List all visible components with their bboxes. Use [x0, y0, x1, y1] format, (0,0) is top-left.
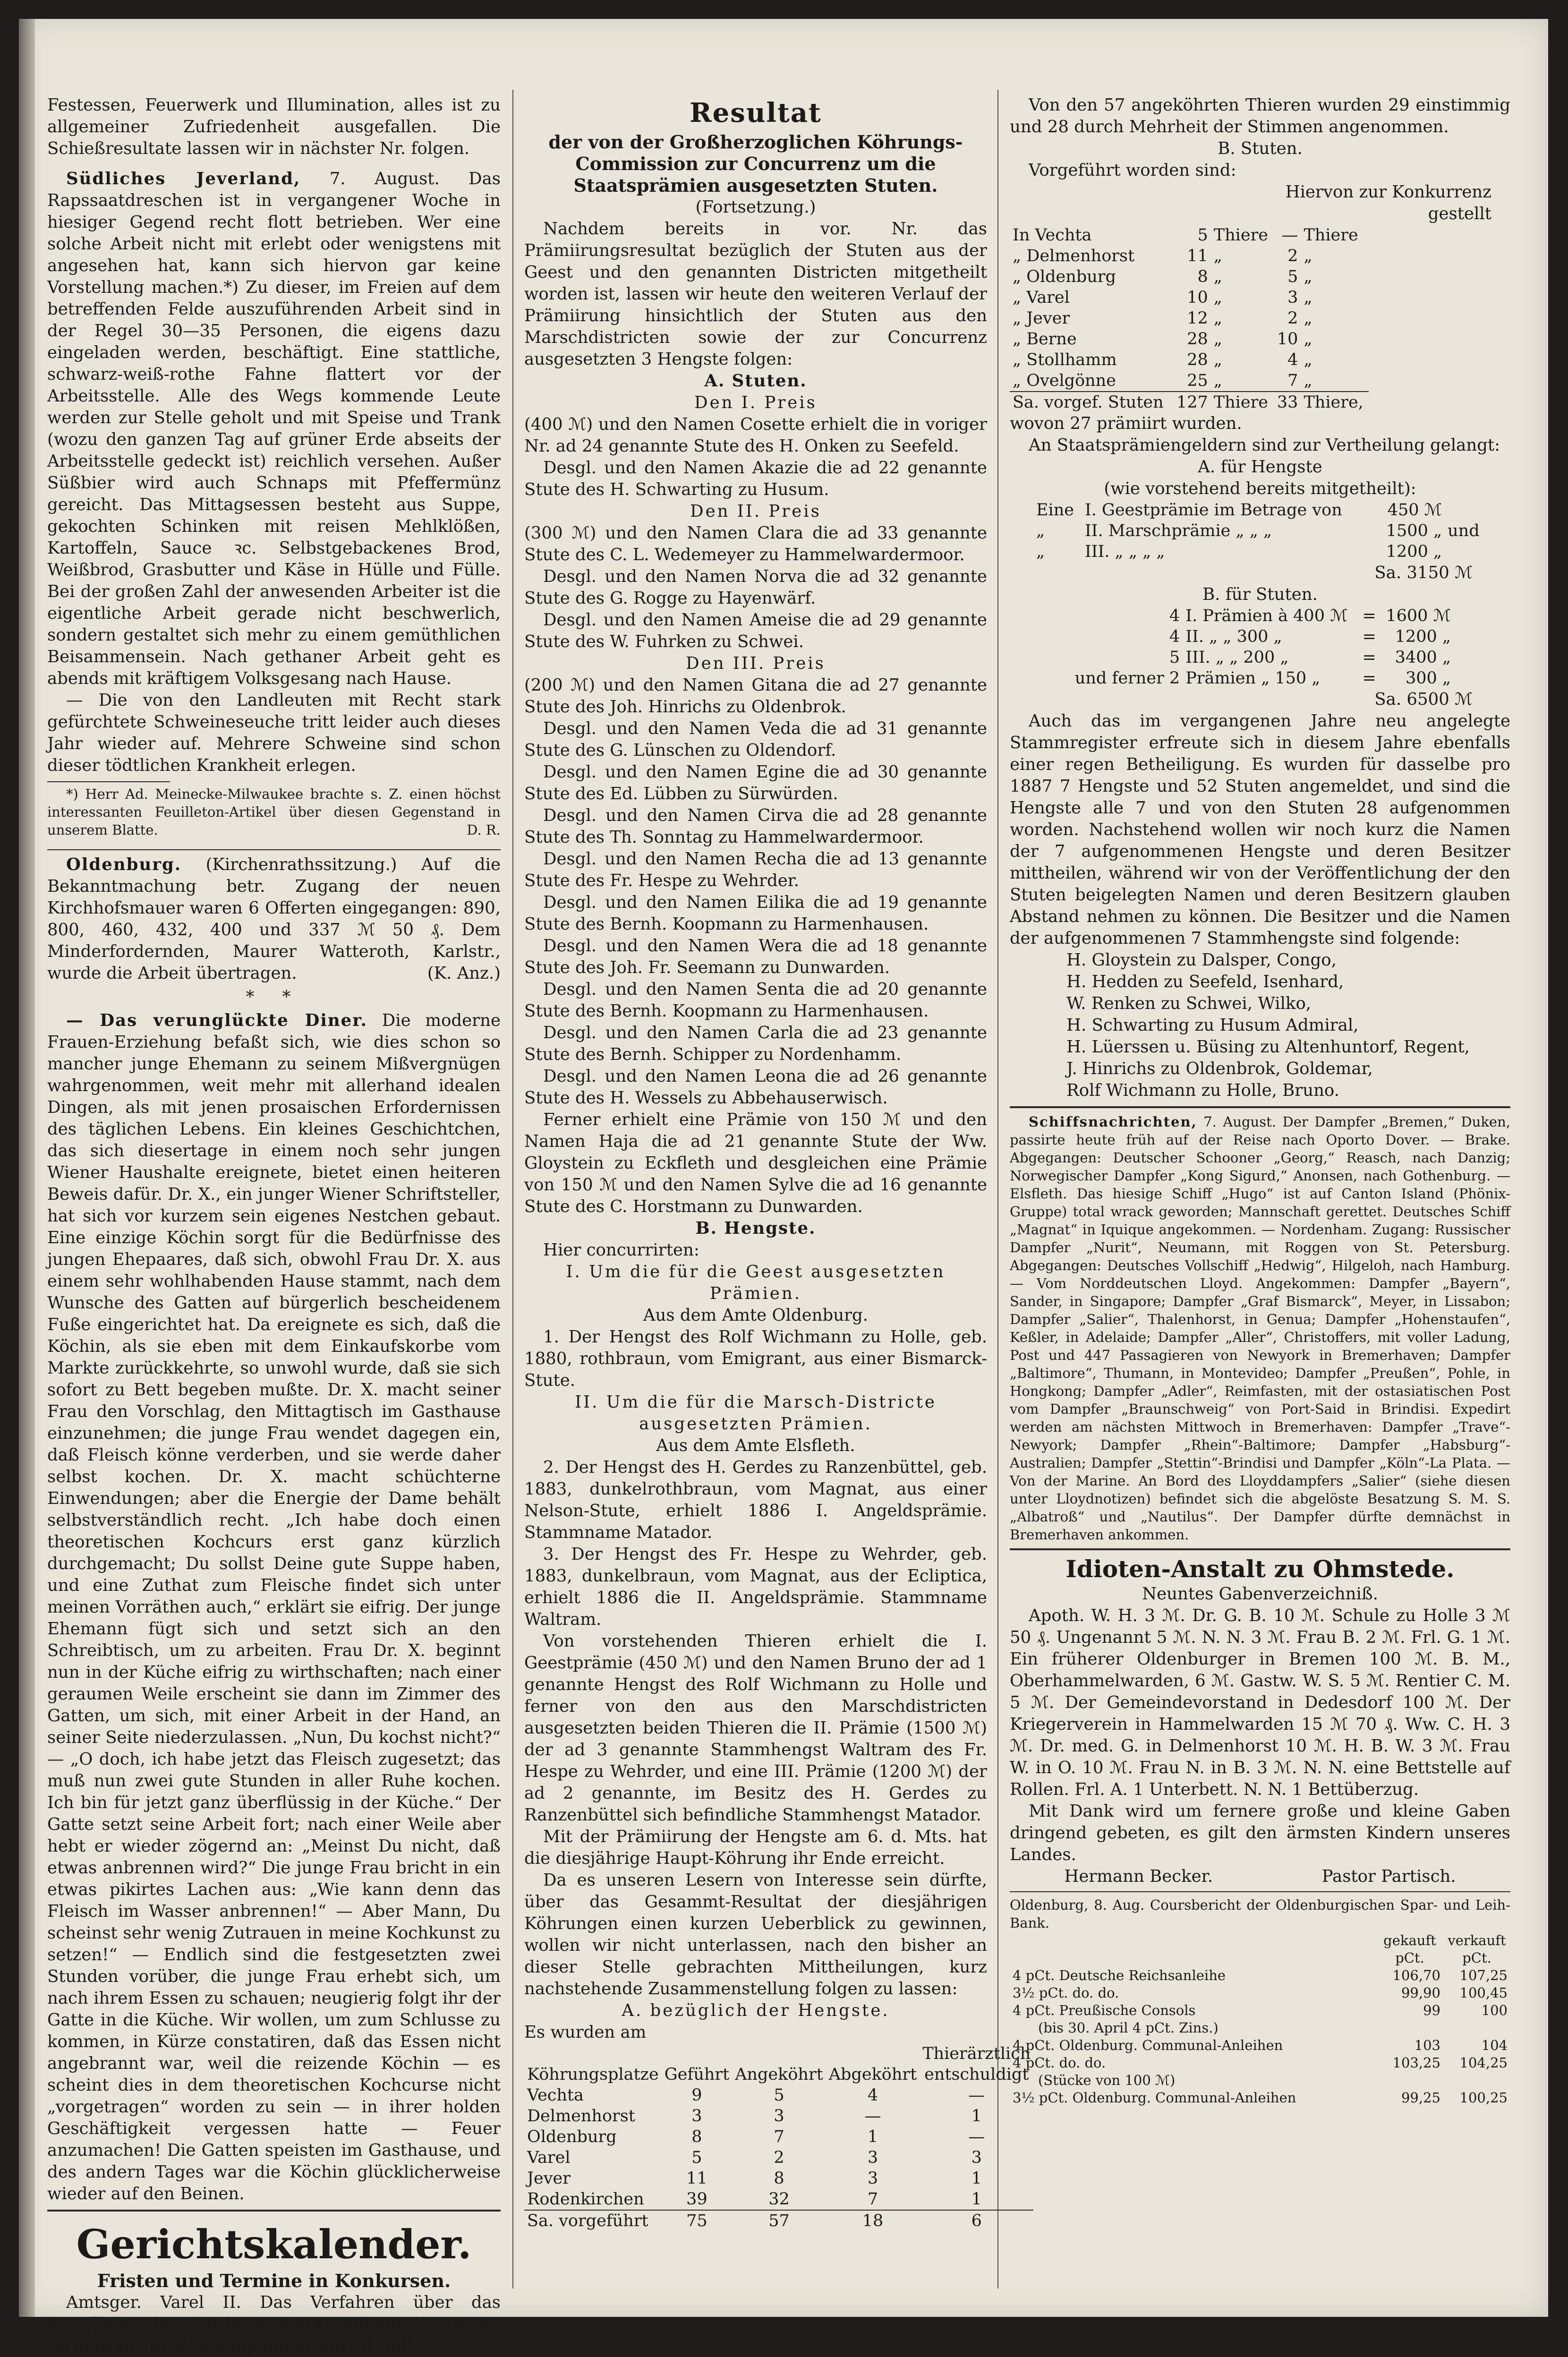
table-cell: „ Jever: [1013, 309, 1070, 328]
table-cell: „: [1213, 309, 1222, 328]
table-row: [524, 2126, 1033, 2147]
further-prizes: Ferner erhielt eine Prämie von 150 ℳ und den Namen Haja die ad 21 genannte Stute der Ww. Gloystein zu Eckfleth und desgleichen eine Prämie von 150 ℳ und den Namen Sylve die ad 16 genannte Stute des C. Horstmann zu Dunwarden.: [524, 1110, 987, 1216]
table-row: [524, 2189, 1033, 2210]
table-cell: III. „ „ 200 „: [1185, 648, 1289, 667]
article-heading: — Das verunglückte Diner.: [66, 1011, 368, 1030]
table-cell: 57: [768, 2212, 790, 2230]
table-cell: [1443, 2019, 1510, 2037]
divider: [47, 849, 501, 850]
table-row: [1010, 329, 1369, 350]
mares-table: [1010, 225, 1369, 413]
table-cell: 4: [1287, 350, 1298, 369]
ship-news-heading: Schiffsnachrichten,: [1029, 1114, 1197, 1130]
table-cell: 5: [1287, 267, 1298, 286]
table-cell: Prämien „ 150 „: [1185, 669, 1321, 688]
votes-text: Von den 57 angeköhrten Thieren wurden 29 einstimmig und 28 durch Mehrheit der Stimmen angenommen.: [1010, 95, 1510, 137]
table-cell: —: [1281, 226, 1298, 245]
court-calendar-subtitle: Fristen und Termine in Konkursen.: [97, 2270, 451, 2291]
prize-1-heading: Den I. Preis: [694, 393, 817, 412]
table-cell: Thiere: [1304, 226, 1358, 245]
table-cell: —: [864, 2107, 881, 2126]
table-cell: „ Oldenburg: [1013, 267, 1116, 286]
table-cell: 7: [1287, 371, 1298, 390]
table-cell: Thiere,: [1304, 393, 1363, 412]
stallion-item: 1. Der Hengst des Rolf Wichmann zu Holle, geb. 1880, rothbraun, vom Emigrant, aus einer Bismarck-Stute.: [524, 1327, 987, 1390]
table-row: [524, 2085, 1033, 2106]
table-cell: 3: [774, 2107, 784, 2126]
summary-table-intro: Es wurden am: [524, 2023, 647, 2042]
exchange-table: [1010, 1932, 1510, 2107]
table-cell: I. Geestprämie im Betrage von: [1084, 501, 1342, 520]
table-cell: 33: [1277, 393, 1298, 412]
footnote-text: *) Herr Ad. Meinecke-Milwaukee brachte s. Z. einen höchst interessanten Feuilleton-Artikel über diesen Gegenstand in unserem Blatte.: [47, 786, 501, 838]
table-row: [1010, 2054, 1510, 2072]
table-cell: 12: [1187, 309, 1208, 328]
prize-3-item: Desgl. und den Namen Egine die ad 30 genannte Stute des Ed. Lübben zu Sürwürden.: [524, 762, 987, 803]
signature: Pastor Partisch.: [1321, 1867, 1456, 1886]
exchange-title: Oldenburg, 8. Aug. Coursbericht der Oldenburgischen Spar- und Leih-Bank.: [1010, 1897, 1510, 1931]
footnote-signature: D. R.: [467, 822, 501, 838]
table-cell: 100: [1481, 2002, 1508, 2018]
table-cell: 39: [686, 2190, 707, 2209]
table-cell: [1445, 500, 1487, 521]
table-cell: „: [1304, 247, 1312, 265]
list-item: W. Renken zu Schwei, Wilko,: [1066, 994, 1312, 1013]
table-cell: 8: [691, 2127, 702, 2146]
signatures: [1010, 1866, 1510, 1887]
table-cell: Oldenburg: [527, 2127, 617, 2146]
article-body: Die moderne Frauen-Erziehung befaßt sich, wie dies schon so mancher junge Ehemann zu seinem Mißvergnügen wahrgenommen, weit mehr mit allerhand idealen Dingen, als mit jenen prosaischen Erfordernissen des täglichen Lebens. Ein kleines Geschichtchen, das sich diesertage in einem noch sehr jungen Wiener Haushalte ereignete, bietet einen heiteren Beweis dafür. Dr. X., ein junger Wiener Schriftsteller, hat sich vor kurzem sein eigenes Nestchen gebaut. Eine einzige Köchin sorgt für die Bedürfnisse des jungen Ehepaares, daß sich, obwohl Frau Dr. X. aus einem sehr wohlhabenden Hause stammt, nach dem Wunsche des Gatten auf bürgerlich bescheidenem Fuße eingerichtet hat. Da ereignete es sich, daß die Köchin, als sie eben mit dem Einkaufskorbe vom Markte zurückkehrte, so unwohl wurde, daß sie sich sofort zu Bett begeben mußte. Dr. X. macht seiner Frau den Vorschlag, den Mittagtisch im Gasthause einzunehmen; die junge Frau wendet dagegen ein, daß Fleisch könne verderben, und sie werde daher selbst kochen. Dr. X. macht schüchterne Einwendungen; aber die Energie der Dame behält selbstverständlich recht. „Ich habe doch einen theoretischen Kochcurs erst ganz kürzlich durchgemacht; Du sollst Deine gute Suppe haben, und eine Zuthat zum Fleische findet sich unter meinen Vorräthen auch,“ erklärt sie eifrig. Der junge Ehemann fügt sich und setzt sich an den Schreibtisch, um zu arbeiten. Frau Dr. X. beginnt nun in der Küche eifrig zu wirthschaften; nach einer geraumen Weile erscheint sie dann im Zimmer des Gatten, um sich, mit einer Arbeit in der Hand, an seiner Seite niederzulassen. „Nun, Du kochst nicht?“ — „O doch, ich habe jetzt das Fleisch zugesetzt; das muß nun zwei gute Stunden in aller Ruhe kochen. Ich bin für jetzt ganz überflüssig in der Küche.“ Der Gatte setzt seine Arbeit fort; nach einer Weile aber hebt er wieder zögernd an: „Meinst Du nicht, daß etwas anbrennen wird?“ Die junge Frau bricht in ein etwas pikirtes Lachen aus: „Wie kann denn das Fleisch im Wasser anbrennen!“ — Aber Mann, Du scheinst sehr wenig Zutrauen in meine Kochkunst zu setzen!“ — Endlich sind die festgesetzten zwei Stunden vorüber, die junge Frau erhebt sich, um nach ihrem Essen zu schauen; neugierig folgt ihr der Gatte in die Küche. Wir wollen, um zum Schlusse zu kommen, in Kürze constatiren, daß das Essen nicht angebrannt war, weil die reizende Köchin — es scheint dies in dem theoretischen Kochcurse nicht „vorgetragen“ worden zu sein — in ihrer holden Geschäftigkeit vergessen hatte — Feuer anzumachen! Die Gatten speisten im Gasthause, und des andern Tages war die Köchin glücklicherweise wieder auf den Beinen.: [47, 1011, 501, 2203]
marsh-heading: II. Um die für die Marsch-Districte ausgesetzten Prämien.: [575, 1392, 937, 1434]
table-cell: 3½ pCt. Oldenburg. Communal-Anleihen: [1013, 2090, 1296, 2106]
district-oldenburg: Aus dem Amte Oldenburg.: [643, 1306, 869, 1325]
column-1: [47, 94, 501, 2356]
koehrung-end: Mit der Prämiirung der Hengste am 6. d. Mts. hat die diesjährige Haupt-Köhrung ihr Ende erreicht.: [524, 1827, 987, 1868]
table-cell: 104,25: [1459, 2055, 1508, 2071]
table-cell: „: [1213, 371, 1222, 390]
ship-news-body: 7. August. Der Dampfer „Bremen,“ Duken, passirte heute früh auf der Reise nach Oporto Dover. — Brake. Abgegangen: Deutscher Schooner „Georg,“ Reasch, nach Danzig; Norwegischer Dampfer „Kong Sigurd,“ Anonsen, nach Gothenburg. — Elsfleth. Das hiesige Schiff „Hugo“ ist auf Canton Island (Phönix-Gruppe) total wrack geworden; Mannschaft gerettet. Deutsches Schiff „Magnat“ in Iquique angekommen. — Nordenham. Zugang: Russischer Dampfer „Nurit“, Neumann, mit Roggen von St. Petersburg. Abgegangen: Deutsches Vollschiff „Hedwig“, Hilgeloh, nach Hamburg. — Vom Norddeutschen Lloyd. Angekommen: Dampfer „Bayern“, Sander, in Singapore; Dampfer „Graf Bismarck“, Meyer, in Lissabon; Dampfer „Salier“, Thalenhorst, in Genua; Dampfer „Hohenstaufen“, Keßler, in Adelaide; Dampfer „Aller“, Christoffers, mit voller Ladung, Post und 447 Passagieren von Newyork in Bremerhaven; Dampfer „Baltimore“, Thumann, in Montevideo; Dampfer „Preußen“, Pohle, in Hongkong; Dampfer „Adler“, Reimfasten, mit der ostasiatischen Post vom Dampfer „Braunschweig“ von Port-Said in Brindisi. Expedirt werden am nächsten Mittwoch in Bremerhaven: Dampfer „Trave“-Newyork; Dampfer „Rhein“-Baltimore; Dampfer „Habsburg“-Australien; Dampfer „Stettin“-Brindisi und Dampfer „Köln“-La Plata. — Von der Marine. An Bord des Lloyddampfers „Salier“ (siehe diesen unter Lloydnotizen) befindet sich die abgelöste Besatzung S. M. S. „Albatroß“ und „Nautilus“. Der Dampfer dürfte demnächst in Bremerhaven ankommen.: [1010, 1114, 1510, 1543]
table-cell: 4 pCt. Preußische Consols: [1013, 2002, 1196, 2018]
table-row: [1066, 606, 1454, 626]
article-date: 7. August.: [329, 169, 440, 188]
table-cell: 25: [1187, 371, 1208, 390]
table-cell: 1: [971, 2169, 982, 2188]
table-cell: 106,70: [1392, 1967, 1440, 1983]
table-cell: 1: [971, 2107, 982, 2126]
table-cell: 4 pCt. Deutsche Reichsanleihe: [1013, 1967, 1226, 1983]
table-row: [1010, 370, 1369, 392]
table-cell: [1010, 1932, 1376, 1949]
table-cell: II. Marschprämie „ „ „: [1084, 521, 1272, 540]
court-calendar-text: Amtsger. Varel II. Das Verfahren über das Vermögen des Sattlermeisters Wilhelm Hermann Jürgens in Varel ist aufgehoben am 26. Juli.: [47, 2293, 501, 2356]
prize-2-item: (300 ℳ) und den Namen Clara die ad 33 genannte Stute des C. L. Wedemeyer zu Hammelwardermoor.: [524, 523, 987, 564]
summary-intro: Da es unseren Lesern von Interesse sein dürfte, über das Gesammt-Resultat der diesjährigen Köhrungen einen kurzen Ueberblick zu gewinnen, wollen wir nicht unterlassen, nach den bisher an dieser Stelle gebrachten Mittheilungen, kurz nachstehende Zusammenstellung folgen zu lassen:: [524, 1870, 987, 1998]
list-item: H. Hedden zu Seefeld, Isenhard,: [1066, 972, 1344, 991]
table-cell: 10: [1277, 330, 1298, 349]
table-cell: 1600 ℳ: [1386, 606, 1451, 625]
prize-money-intro: An Staatsprämiengeldern sind zur Vertheilung gelangt:: [1029, 436, 1500, 455]
donation-thanks: Mit Dank wird um fernere große und kleine Gaben dringend gebeten, es gilt den ärmsten Kindern unseres Landes.: [1010, 1802, 1510, 1864]
article-oldenburg: [47, 854, 501, 984]
table-cell: 10: [1187, 288, 1208, 307]
ship-news: [1010, 1113, 1510, 1544]
table-cell: 5: [774, 2086, 784, 2105]
mare-prizes-heading: B. für Stuten.: [1202, 585, 1318, 604]
footnote-rule: [47, 781, 170, 782]
table-row: [524, 2147, 1033, 2168]
table-cell: „: [1304, 267, 1312, 286]
result-subtitle: der von der Großherzoglichen Köhrungs-Commission zur Concurrenz um die Staatsprämien ausgesetzten Stuten.: [548, 131, 963, 196]
table-cell: [1445, 541, 1487, 562]
table-cell: „: [1213, 247, 1222, 265]
table-row: [1010, 2072, 1510, 2089]
table-cell: =: [1362, 627, 1376, 646]
table-cell: Sa. vorgeführt: [527, 2212, 648, 2230]
section-mares: B. Stuten.: [1218, 139, 1303, 158]
table-header-row: [524, 2043, 1033, 2085]
table-cell: „ Stollhamm: [1013, 350, 1117, 369]
table-row: [1010, 2089, 1510, 2107]
table-cell: III. „ „ „ „: [1084, 542, 1165, 561]
institution-title: Idioten-Anstalt zu Ohmstede.: [1065, 1555, 1455, 1583]
continuation: (Fortsetzung.): [695, 197, 816, 217]
table-row: [1066, 647, 1454, 668]
mare-prize-sum: Sa. 6500 ℳ: [1374, 690, 1473, 709]
table-cell: 103,25: [1392, 2055, 1440, 2071]
table-cell: —: [968, 2127, 985, 2146]
table-row: [1010, 2037, 1510, 2054]
table-cell: 18: [862, 2212, 884, 2230]
table-cell: 7: [774, 2127, 784, 2146]
table-cell: 100,45: [1459, 1985, 1508, 2001]
table-cell: „: [1304, 330, 1312, 349]
table-cell: 11: [686, 2169, 707, 2188]
district-elsfleth: Aus dem Amte Elsfleth.: [656, 1436, 855, 1455]
table-cell: 100,25: [1459, 2090, 1508, 2106]
table-cell: 1: [971, 2190, 982, 2209]
table-cell: „ Berne: [1013, 330, 1077, 349]
stallion-prize-sum: Sa. 3150 ℳ: [1374, 563, 1473, 582]
table-cell: 300 „: [1405, 669, 1451, 688]
table-cell: =: [1362, 648, 1376, 667]
page-binding: [19, 19, 35, 2317]
table-cell: 1200 „: [1386, 542, 1442, 561]
table-cell: 4: [867, 2086, 878, 2105]
column-rule-1: [512, 90, 513, 2289]
table-cell: Rodenkirchen: [527, 2190, 644, 2209]
table-cell: 5: [1197, 226, 1208, 245]
table-row: [1010, 266, 1369, 287]
table-row: [1010, 308, 1369, 329]
table-cell: 1500 „: [1386, 521, 1442, 540]
table-row: [1010, 287, 1369, 308]
section-rule: [1010, 1106, 1510, 1108]
table-cell: [1010, 1949, 1376, 1967]
table-cell: 28: [1187, 350, 1208, 369]
result-intro: Nachdem bereits in vor. Nr. das Prämiirungsresultat bezüglich der Stuten aus der Geest und den genannten Districten mitgetheilt worden ist, lassen wir heute den weiteren Verlauf der Prämiirung hinsichtlich der Stuten aus den Marschdistricten sowie der zur Concurrenz ausgesetzten 3 Hengste folgen:: [524, 219, 987, 369]
table-header: Abgeköhrt: [828, 2065, 917, 2084]
table-cell: „: [1213, 288, 1222, 307]
table-cell: 11: [1187, 247, 1208, 265]
table-cell: 2: [1287, 309, 1298, 328]
table-cell: Sa. vorgef. Stuten: [1013, 393, 1164, 412]
table-cell: 3: [691, 2107, 702, 2126]
table-cell: Jever: [527, 2169, 571, 2188]
prize-3-item: Desgl. und den Namen Leona die ad 26 genannte Stute des H. Wessels zu Abbehauserwisch.: [524, 1067, 987, 1108]
table-row: [1010, 1967, 1510, 1984]
table-cell: 4 pCt. Oldenburg. Communal-Anleihen: [1013, 2037, 1283, 2053]
table-cell: =: [1362, 669, 1376, 688]
table-cell: 3½ pCt. do. do.: [1013, 1985, 1119, 2001]
table-row: [1010, 2019, 1510, 2037]
table-row: [1033, 521, 1487, 541]
summary-heading: A. bezüglich der Hengste.: [622, 2001, 890, 2020]
table-header: Thierärztlich entschuldigt: [922, 2044, 1031, 2084]
table-cell: 3: [867, 2169, 878, 2188]
table-row: [1033, 541, 1487, 562]
table-row: [1010, 225, 1369, 246]
table-cell: „ Ovelgönne: [1013, 371, 1116, 390]
stallion-prize-table: [1033, 500, 1487, 562]
table-header: Angeköhrt: [735, 2065, 823, 2084]
table-cell: 1200 „: [1395, 627, 1451, 646]
table-cell: 75: [686, 2212, 707, 2230]
table-row: [524, 2106, 1033, 2126]
table-header-row: [1010, 1949, 1510, 1967]
article-body-2: — Die von den Landleuten mit Recht stark gefürchtete Schweineseuche tritt leider auch dieses Jahr wieder auf. Mehrere Schweine sind schon dieser tödtlichen Krankheit erlegen.: [47, 691, 501, 775]
stallion-summary-table: [524, 2043, 1033, 2231]
section-mares: A. Stuten.: [704, 371, 807, 391]
table-cell: Thiere: [1213, 393, 1269, 412]
list-item: J. Hinrichs zu Oldenbrok, Goldemar,: [1066, 1059, 1373, 1078]
column-2: [524, 94, 1031, 2289]
prize-3-item: Desgl. und den Namen Recha die ad 13 genannte Stute des Fr. Hespe zu Wehrder.: [524, 849, 987, 890]
table-cell: „ Delmenhorst: [1013, 247, 1135, 265]
prize-2-item: Desgl. und den Namen Ameise die ad 29 genannte Stute des W. Fuhrken zu Schwei.: [524, 610, 987, 651]
table-cell: 6: [971, 2212, 982, 2230]
table-row: [524, 2168, 1033, 2189]
prize-1-item: (400 ℳ) und den Namen Cosette erhielt die in voriger Nr. ad 24 genannte Stute des H. Onken zu Seefeld.: [524, 415, 987, 456]
table-cell: Thiere: [1213, 226, 1269, 245]
section-rule: [47, 2210, 501, 2212]
table-header: Geführt: [664, 2065, 730, 2084]
prize-1-item: Desgl. und den Namen Akazie die ad 22 genannte Stute des H. Schwarting zu Husum.: [524, 458, 987, 499]
table-cell: und ferner 2: [1074, 669, 1180, 688]
table-cell: „: [1304, 350, 1312, 369]
stallion-item: 3. Der Hengst des Fr. Hespe zu Wehrder, geb. 1883, dunkelbraun, vom Magnat, aus der Ecliptica, erhielt 1886 die II. Angeldsprämie. Stammname Waltram.: [524, 1545, 987, 1629]
prize-3-item: Desgl. und den Namen Veda die ad 31 genannte Stute des G. Lünschen zu Oldendorf.: [524, 719, 987, 760]
table-cell: „: [1213, 350, 1222, 369]
column-3: [1010, 94, 1510, 2289]
prize-2-heading: Den II. Preis: [690, 502, 821, 521]
article-south-jeverland: [47, 168, 501, 690]
table-cell: 104: [1481, 2037, 1508, 2053]
table-cell: „ Varel: [1013, 288, 1070, 307]
table-cell: „: [1304, 288, 1312, 307]
table-cell: 2: [1287, 247, 1298, 265]
table-cell: 3: [971, 2148, 982, 2167]
presented-intro: Vorgeführt worden sind:: [1029, 161, 1236, 180]
table-cell: 4 pCt. do. do.: [1013, 2055, 1106, 2071]
stallion-results: Von vorstehenden Thieren erhielt die I. Geestprämie (450 ℳ) und den Namen Bruno der ad 1 genannte Hengst des Rolf Wichmann zu Holle und ferner von den aus den Marschdistricten ausgesetzten beiden Thieren die II. Prämie (1500 ℳ) der ad 3 genannte Stammhengst Waltram des Fr. Hespe zu Wehrder, und eine III. Prämie (1200 ℳ) der ad 2 genannte, im Besitz des H. Gerdes zu Ranzenbüttel sich befindliche Stammhengst Matador.: [524, 1631, 987, 1825]
prize-3-item: (200 ℳ) und den Namen Gitana die ad 27 genannte Stute des Joh. Hinrichs zu Oldenbrok.: [524, 675, 987, 717]
article-body: Das Rapssaatdreschen ist in vergangener Woche in hiesiger Gegend recht flott betrieben. Wer eine solche Arbeit nicht mit erlebt oder wenigstens mit angesehen hat, kann sich hiervon gar keine Vorstellung machen.*) Zu dieser, im Freien auf dem betreffenden Felde auszuführenden Arbeit sind in der Regel 30—35 Personen, die eigens dazu eingeladen werden, beschäftigt. Eine stattliche, schwarz-weiß-rothe Fahne flattert vor der Arbeitsstelle. Alle des Wegs kommende Leute werden zur Stelle geholt und mit Speise und Trank (wozu den ganzen Tag auf grüner Erde abseits der Arbeitsstelle gedeckt ist) reichlich versehen. Außer Süßbier wird auch Schnaps mit Pfeffermünz gereicht. Das Mittagsessen besteht aus Suppe, gekochten Schinken mit reisen Mehlklößen, Kartoffeln, Sauce ꝛc. Selbstgebackenes Brod, Weißbrod, Grasbutter und Käse in Hülle und Fülle. Bei der großen Zahl der anwesenden Arbeiter ist die eigentliche Arbeit gerade nicht beschwerlich, sondern gestaltet sich mehr zu einem gemüthlichen Beisammensein. Nach gethaner Arbeit geht es abends mit kräftigem Volksgesang nach Hause.: [47, 169, 501, 688]
table-cell: 127: [1176, 393, 1208, 412]
table-cell: 1: [867, 2127, 878, 2146]
result-title: Resultat: [690, 97, 822, 128]
table-cell: „: [1036, 542, 1045, 561]
table-cell: Varel: [527, 2148, 571, 2167]
signature: Hermann Becker.: [1064, 1867, 1213, 1886]
table-cell: [1443, 2072, 1510, 2089]
prize-3-item: Desgl. und den Namen Senta die ad 20 genannte Stute des Bernh. Koopmann zu Harmenhausen.: [524, 980, 987, 1021]
table-header: Köhrungsplatze: [527, 2065, 659, 2084]
section-stallions: B. Hengste.: [695, 1219, 816, 1238]
table-cell: (Stücke von 100 ℳ): [1038, 2072, 1176, 2088]
table-cell: 9: [691, 2086, 702, 2105]
table-header: pCt.: [1462, 1950, 1491, 1966]
table-cell: 5: [1169, 648, 1180, 667]
table-cell: 32: [768, 2190, 790, 2209]
article-body: (Kirchenrathssitzung.) Auf die Bekanntmachung betr. Zugang der neuen Kirchhofsmauer waren 6 Offerten eingegangen: 890, 800, 460, 432, 400 und 337 ℳ 50 ₰. Dem Minderfordernden, Maurer Watteroth, Karlstr., wurde die Arbeit übertragen.: [47, 855, 501, 983]
table-sum-row: [1010, 392, 1369, 413]
court-calendar-title: Gerichtskalender.: [76, 2221, 472, 2268]
table-cell: Delmenhorst: [527, 2107, 635, 2126]
studbook-list: [1010, 949, 1510, 1102]
list-item: H. Gloystein zu Dalsper, Congo,: [1066, 950, 1337, 970]
table-cell: (bis 30. April 4 pCt. Zins.): [1038, 2020, 1219, 2036]
newspaper-page: [19, 19, 1548, 2356]
article-source: (K. Anz.): [427, 964, 501, 983]
table-cell: 99,90: [1401, 1985, 1440, 2001]
competition-header: Hiervon zur Konkurrenz gestellt: [1285, 182, 1491, 223]
table-cell: „: [1213, 267, 1222, 286]
table-row: [1010, 350, 1369, 370]
donation-list-title: Neuntes Gabenverzeichniß.: [1142, 1584, 1378, 1604]
prize-2-item: Desgl. und den Namen Norva die ad 32 genannte Stute des G. Rogge zu Hayenwärf.: [524, 567, 987, 608]
table-cell: „: [1036, 521, 1045, 540]
donation-list: Apoth. W. H. 3 ℳ. Dr. G. B. 10 ℳ. Schule zu Holle 3 ℳ 50 ₰. Ungenannt 5 ℳ. N. N. 3 ℳ. Frau B. 2 ℳ. Frl. G. 1 ℳ. Ein früherer Oldenburger in Bremen 100 ℳ. B. M., Oberhammelwarden, 6 ℳ. Gastw. W. S. 5 ℳ. Rentier C. M. 5 ℳ. Der Gemeindevorstand in Dedesdorf 100 ℳ. Der Kriegerverein in Hammelwarden 15 ℳ 70 ₰. Ww. C. H. 3 ℳ. Dr. med. G. in Delmenhorst 10 ℳ. H. B. W. 3 ℳ. Frau W. in O. 10 ℳ. Frau N. in B. 3 ℳ. N. N. eine Bettstelle auf Rollen. Frl. A. 1 Unterbett. N. N. 1 Bettüberzug.: [1010, 1606, 1510, 1799]
table-cell: [1376, 2072, 1443, 2089]
prize-3-item: Desgl. und den Namen Wera die ad 18 genannte Stute des Joh. Fr. Seemann zu Dunwarden.: [524, 936, 987, 977]
geest-heading: I. Um die für die Geest ausgesetzten Prämien.: [566, 1262, 946, 1303]
table-cell: 28: [1187, 330, 1208, 349]
table-header-row: [1010, 1932, 1510, 1949]
table-header: verkauft: [1448, 1932, 1506, 1948]
table-cell: 5: [691, 2148, 702, 2167]
exchange-report: [1010, 1896, 1510, 2107]
section-rule: [1010, 1891, 1510, 1892]
table-row: [1066, 626, 1454, 647]
exchange-header: [1010, 1896, 1510, 1932]
table-cell: 450 ℳ: [1387, 501, 1442, 520]
table-cell: 3400 „: [1395, 648, 1451, 667]
table-cell: =: [1362, 606, 1376, 625]
competitors-intro: Hier concurrirten:: [543, 1240, 699, 1260]
article-heading: Südliches Jeverland,: [66, 169, 301, 188]
table-cell: 4: [1169, 627, 1180, 646]
table-cell: In Vechta: [1013, 226, 1092, 245]
table-cell: 99: [1423, 2002, 1440, 2018]
article-heading: Oldenburg.: [66, 855, 182, 874]
studbook-text: Auch das im vergangenen Jahre neu angelegte Stammregister erfreute sich in diesem Jahre ebenfalls einer regen Betheiligung. Es wurden für dasselbe pro 1887 7 Hengste und 52 Stuten angemeldet, und sind die Hengste alle 7 und von den Stuten 28 aufgenommen worden. Nachstehend wollen wir noch kurz die Namen der 7 aufgenommenen Hengste und deren Besitzer mittheilen, während wir von der Veröffentlichung der den Stuten beigelegten Namen und deren Besitzern glauben Abstand nehmen zu können. Die Besitzer und die Namen der aufgenommenen 7 Stammhengste sind folgende:: [1010, 711, 1510, 948]
table-header: gekauft: [1383, 1932, 1436, 1948]
stallion-prizes-heading: A. für Hengste: [1198, 457, 1322, 477]
mare-prize-table: [1066, 606, 1454, 689]
article-diner: [47, 1010, 501, 2205]
separator-stars: * *: [246, 987, 302, 1007]
table-cell: und: [1448, 521, 1480, 540]
table-cell: Vechta: [527, 2086, 584, 2105]
table-cell: 8: [774, 2169, 784, 2188]
table-cell: II. „ „ 300 „: [1185, 627, 1282, 646]
table-cell: 3: [867, 2148, 878, 2167]
column-rule-2: [997, 90, 998, 2289]
section-rule: [1010, 1548, 1510, 1550]
table-row: [1010, 246, 1369, 266]
prize-3-heading: Den III. Preis: [686, 654, 826, 673]
stallion-prizes-sub: (wie vorstehend bereits mitgetheilt):: [1104, 479, 1416, 498]
table-cell: 8: [1197, 267, 1208, 286]
table-cell: 2: [774, 2148, 784, 2167]
table-cell: 103: [1414, 2037, 1440, 2053]
table-cell: —: [968, 2086, 985, 2105]
table-row: [1033, 500, 1487, 521]
table-header: pCt.: [1395, 1950, 1424, 1966]
table-cell: „: [1304, 371, 1312, 390]
table-cell: 4: [1169, 606, 1180, 625]
table-cell: Eine: [1036, 501, 1074, 520]
intro-text: Festessen, Feuerwerk und Illumination, alles ist zu allgemeiner Zufriedenheit ausgefallen. Die Schießresultate lassen wir in nächster Nr. folgen.: [47, 95, 501, 158]
table-cell: I. Prämien à 400 ℳ: [1185, 606, 1348, 625]
table-cell: „: [1213, 330, 1222, 349]
prize-3-item: Desgl. und den Namen Carla die ad 23 genannte Stute des Bernh. Schipper zu Nordenhamm.: [524, 1023, 987, 1064]
table-row: [1066, 668, 1454, 689]
table-sum-row: [524, 2210, 1033, 2231]
list-item: H. Schwarting zu Husum Admiral,: [1066, 1016, 1359, 1035]
list-item: H. Lüerssen u. Büsing zu Altenhuntorf, Regent,: [1066, 1037, 1470, 1057]
table-row: [1010, 1984, 1510, 2002]
table-row: [1010, 2002, 1510, 2019]
list-item: Rolf Wichmann zu Holle, Bruno.: [1066, 1081, 1339, 1100]
table-cell: 99,25: [1401, 2090, 1440, 2106]
table-cell: 7: [867, 2190, 878, 2209]
prized-count: wovon 27 prämiirt wurden.: [1010, 414, 1242, 433]
prize-3-item: Desgl. und den Namen Cirva die ad 28 genannte Stute des Th. Sonntag zu Hammelwardermoor.: [524, 806, 987, 847]
footnote: [47, 785, 501, 839]
table-cell: 3: [1287, 288, 1298, 307]
table-cell: 107,25: [1459, 1967, 1508, 1983]
prize-3-item: Desgl. und den Namen Eilika die ad 19 genannte Stute des Bernh. Koopmann zu Harmenhausen.: [524, 893, 987, 934]
stallion-item: 2. Der Hengst des H. Gerdes zu Ranzenbüttel, geb. 1883, dunkelrothbraun, vom Magnat, aus einer Nelson-Stute, erhielt 1886 I. Angeldsprämie. Stammname Matador.: [524, 1458, 987, 1542]
table-cell: [1376, 2019, 1443, 2037]
table-cell: „: [1304, 309, 1312, 328]
